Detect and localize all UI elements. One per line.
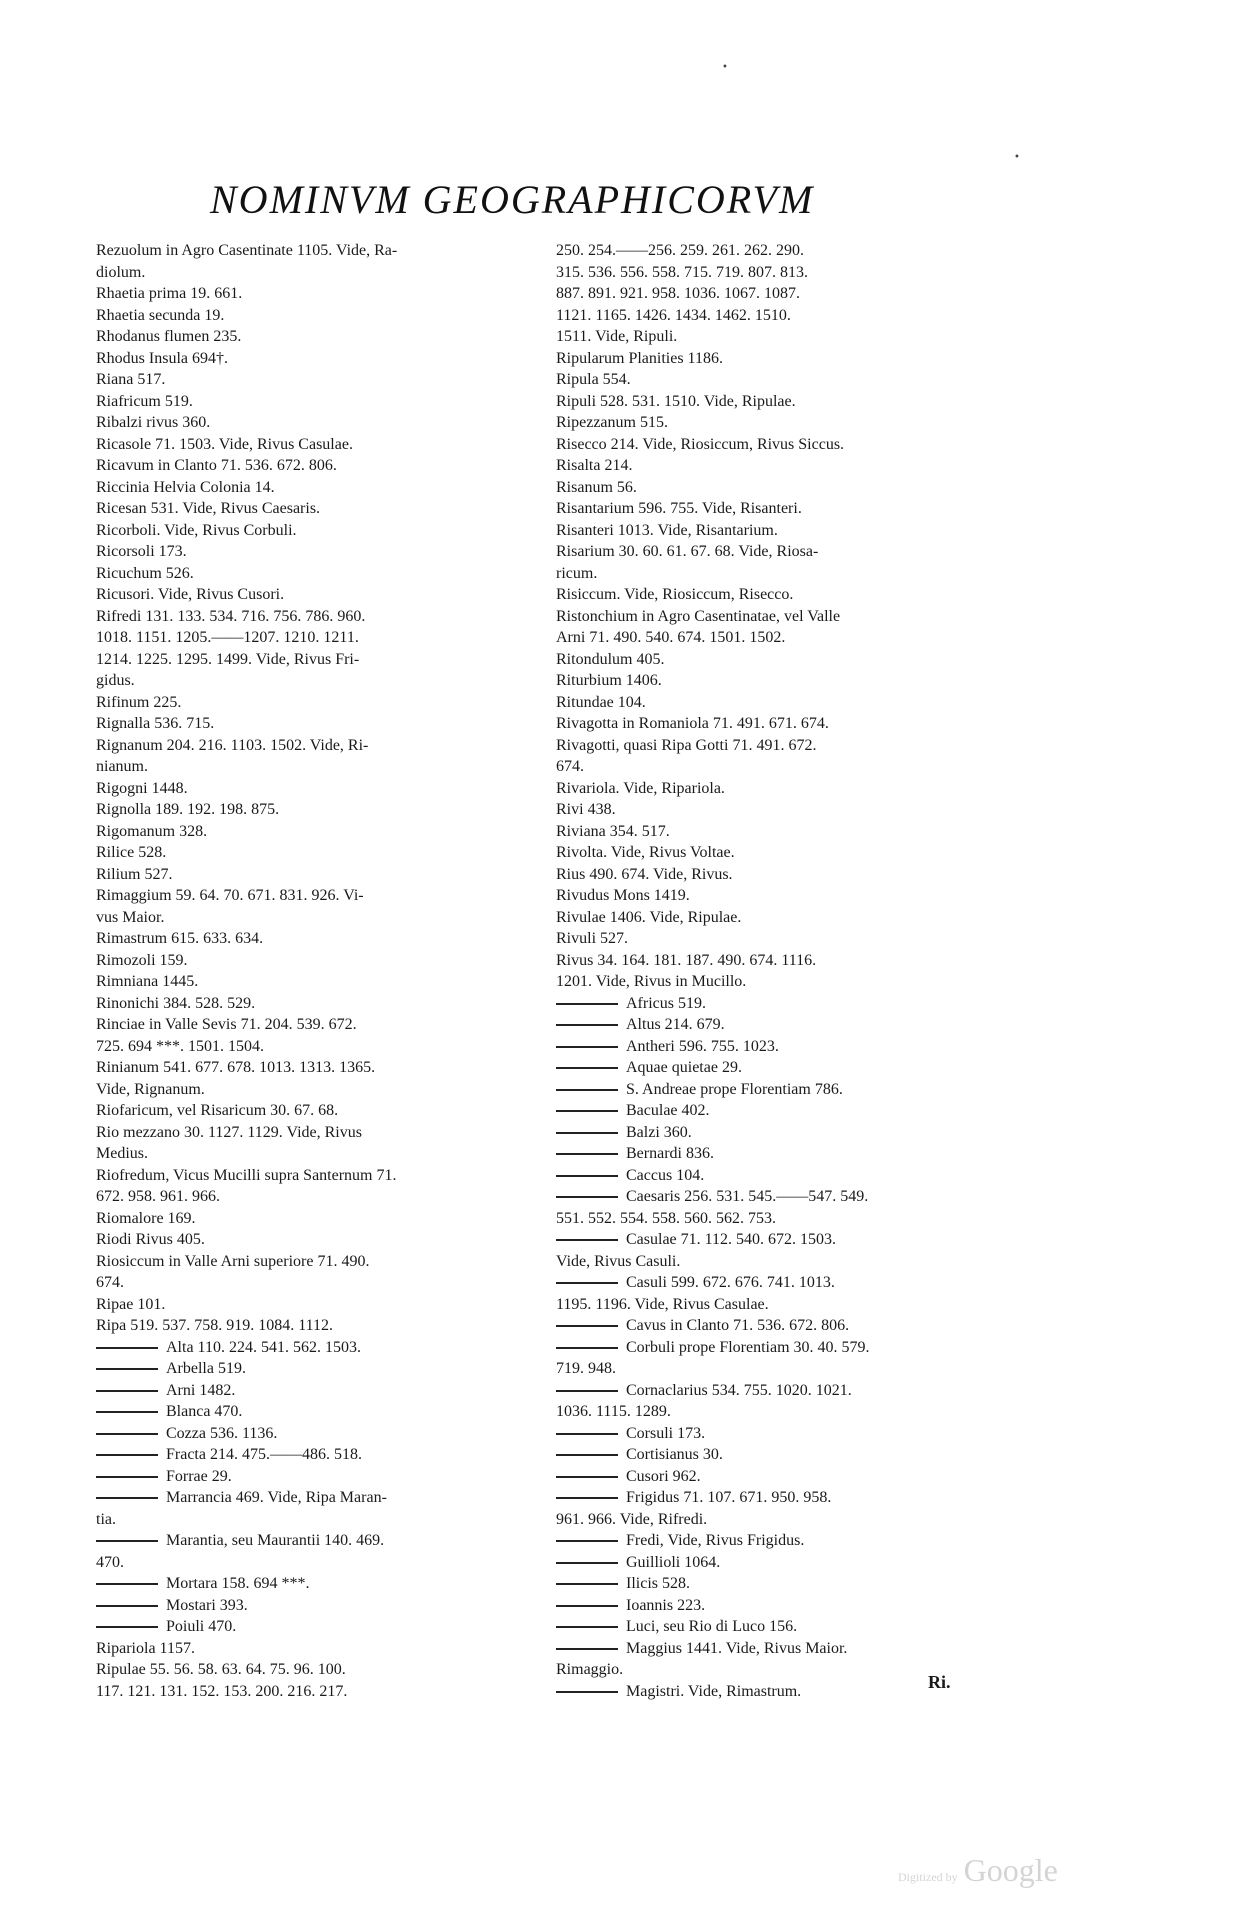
index-entry: 1201. Vide, Rivus in Mucillo. [556,973,747,990]
index-entry: 117. 121. 131. 152. 153. 200. 216. 217. [96,1682,348,1700]
entry-continuation: 470. [96,1553,124,1571]
sub-entry-text: Cornaclarius 534. 755. 1020. 1021. [626,1381,852,1399]
ditto-dash [96,1454,158,1456]
ditto-dash [556,1282,618,1284]
sub-entry [556,1487,1001,1509]
sub-entry-text: Arni 1482. [166,1381,236,1399]
sub-entry-text: Bernardi 836. [626,1145,714,1162]
entry-continuation: 1195. 1196. Vide, Rivus Casulae. [556,1295,769,1313]
index-entry: Risantarium 596. 755. Vide, Risanteri. [556,500,802,517]
index-entry: Rigomanum 328. [96,822,208,840]
ditto-dash [556,1605,618,1607]
ditto-dash [96,1583,158,1585]
sub-entry-text: Caesaris 256. 531. 545.——547. 549. [626,1188,869,1205]
sub-entry-text: Casulae 71. 112. 540. 672. 1503. [626,1231,837,1248]
sub-entry [96,1530,536,1552]
sub-entry-text: S. Andreae prope Florentiam 786. [626,1080,843,1098]
sub-entry [556,1165,1001,1187]
ditto-dash [556,1003,618,1005]
ditto-dash [96,1368,158,1370]
sub-entry-text: Cozza 536. 1136. [166,1424,278,1442]
sub-entry [556,1573,1001,1595]
index-entry: Ricusori. Vide, Rivus Cusori. [96,586,285,603]
sub-entry-text: Fracta 214. 475.——486. 518. [166,1446,362,1463]
index-entry: Rifredi 131. 133. 534. 716. 756. 786. 960. [96,607,366,625]
ditto-dash [96,1476,158,1478]
sub-entry-text: Caccus 104. [626,1166,705,1184]
ditto-dash [96,1605,158,1607]
sub-entry-text: Marantia, seu Maurantii 140. 469. [166,1532,385,1549]
sub-entry-text: Luci, seu Rio di Luco 156. [626,1618,798,1635]
index-entry: Rius 490. 674. Vide, Rivus. [556,865,733,883]
sub-entry [96,1337,536,1359]
sub-entry-text: Cortisianus 30. [626,1446,723,1463]
index-entry: Rimastrum 615. 633. 634. [96,930,264,947]
specks-mark: • [722,62,728,73]
ditto-dash [556,1562,618,1564]
index-entry: Ripula 554. [556,371,631,388]
sub-entry-text: Balzi 360. [626,1123,692,1141]
index-entry: Ripariola 1157. [96,1639,195,1657]
index-entry: Ripularum Planities 1186. [556,349,723,367]
ditto-dash [556,1390,618,1392]
index-entry: Risiccum. Vide, Riosiccum, Risecco. [556,586,794,603]
entry-continuation: 1036. 1115. 1289. [556,1403,671,1420]
index-entry: 674. [96,1274,124,1291]
ditto-dash [556,1089,618,1091]
sub-entry [96,1466,536,1488]
index-entry: Rivolta. Vide, Rivus Voltae. [556,844,735,861]
ditto-dash [556,1325,618,1327]
index-entry: 725. 694 ***. 1501. 1504. [96,1037,264,1055]
index-entry: Ristonchium in Agro Casentinatae, vel Valle [556,607,841,625]
sub-entry [556,1014,1001,1036]
index-entry: Ricavum in Clanto 71. 536. 672. 806. [96,457,337,474]
index-entry: Ricuchum 526. [96,564,194,582]
index-entry: Riviana 354. 517. [556,822,670,840]
index-entry: Risanteri 1013. Vide, Risantarium. [556,521,778,539]
sub-entry-text: Poiuli 470. [166,1618,237,1635]
index-entry: gidus. [96,672,135,689]
sub-entry [96,1423,536,1445]
ditto-dash [96,1626,158,1628]
sub-entry-text: Mortara 158. 694 ***. [166,1575,310,1592]
digitized-watermark [898,1852,1058,1889]
index-entry: nianum. [96,758,148,775]
index-entry: Rhaetia prima 19. 661. [96,285,243,302]
sub-entry [556,1595,1001,1617]
index-entry: Medius. [96,1145,148,1162]
index-entry: Ritundae 104. [556,693,646,711]
sub-entry [556,1229,1001,1251]
ditto-dash [96,1540,158,1542]
sub-entry [556,1380,1001,1402]
index-entry: Rivus 34. 164. 181. 187. 490. 674. 1116. [556,951,817,969]
index-entry: Rezuolum in Agro Casentinate 1105. Vide, Ra- [96,242,398,259]
sub-entry-text: Arbella 519. [166,1360,246,1377]
watermark-prefix: Digitized by [898,1870,958,1884]
index-entry: Rio mezzano 30. 1127. 1129. Vide, Rivus [96,1123,362,1141]
sub-entry-text: Marrancia 469. Vide, Ripa Maran- [166,1489,387,1506]
index-entry: Rivagotti, quasi Ripa Gotti 71. 491. 672. [556,736,817,754]
index-entry: Ripuli 528. 531. 1510. Vide, Ripulae. [556,392,796,410]
index-entry: 672. 958. 961. 966. [96,1188,220,1205]
sub-entry-text: Antheri 596. 755. 1023. [626,1037,779,1055]
ditto-dash [96,1411,158,1413]
sub-entry-text: Casuli 599. 672. 676. 741. 1013. [626,1274,835,1291]
ditto-dash [556,1648,618,1650]
watermark-brand: Google [963,1852,1058,1888]
sub-entry [556,1186,1001,1208]
index-entry: Ritondulum 405. [556,650,665,668]
sub-entry [556,1057,1001,1079]
ditto-dash [556,1239,618,1241]
ditto-dash [556,1540,618,1542]
entry-continuation: 719. 948. [556,1360,616,1377]
sub-entry-text: Corbuli prope Florentiam 30. 40. 579. [626,1338,870,1356]
ditto-dash [556,1024,618,1026]
index-entry: 1121. 1165. 1426. 1434. 1462. 1510. [556,306,791,324]
index-entry: 315. 536. 556. 558. 715. 719. 807. 813. [556,263,808,281]
sub-entry-text: Blanca 470. [166,1403,243,1420]
sub-entry [556,1100,1001,1122]
sub-entry [556,1423,1001,1445]
index-entry: Rilium 527. [96,865,173,883]
index-entry: Ripulae 55. 56. 58. 63. 64. 75. 96. 100. [96,1661,346,1678]
sub-entry [96,1595,536,1617]
entry-continuation: tia. [96,1510,116,1528]
index-entry: Ricesan 531. Vide, Rivus Caesaris. [96,500,321,517]
index-entry: ricum. [556,564,598,582]
entry-continuation: 551. 552. 554. 558. 560. 562. 753. [556,1209,776,1227]
ditto-dash [556,1196,618,1198]
index-entry: Rivagotta in Romaniola 71. 491. 671. 674. [556,715,829,732]
entry-continuation: Rimaggio. [556,1661,624,1678]
left-column [96,240,536,1702]
index-entry: Rinonichi 384. 528. 529. [96,994,256,1012]
ditto-dash [556,1175,618,1177]
sub-entry [556,1638,1001,1660]
index-entry: Rimaggium 59. 64. 70. 671. 831. 926. Vi- [96,887,364,904]
index-entry: Rigogni 1448. [96,779,188,797]
catchword: Ri. [928,1672,951,1692]
index-entry: diolum. [96,263,146,281]
index-entry: Riodi Rivus 405. [96,1231,205,1248]
right-column [556,240,1001,1702]
index-entry: Ripezzanum 515. [556,414,668,431]
index-entry: Rifinum 225. [96,693,182,711]
sub-entry-text: Forrae 29. [166,1467,232,1485]
index-entry: 1018. 1151. 1205.——1207. 1210. 1211. [96,629,359,646]
index-entry: Rimozoli 159. [96,951,188,969]
sub-entry [96,1444,536,1466]
sub-entry [556,1530,1001,1552]
sub-entry [556,1466,1001,1488]
sub-entry-text: Frigidus 71. 107. 671. 950. 958. [626,1489,832,1506]
index-entry: Riomalore 169. [96,1209,196,1227]
sub-entry-text: Mostari 393. [166,1596,248,1614]
sub-entry-text: Africus 519. [626,994,706,1012]
ditto-dash [556,1046,618,1048]
index-entry: 674. [556,758,584,775]
index-entry: Rivuli 527. [556,930,629,947]
ditto-dash [556,1347,618,1349]
index-entry: Rhodus Insula 694†. [96,349,228,367]
sub-entry-text: Corsuli 173. [626,1424,706,1442]
index-entry: Rhodanus flumen 235. [96,328,242,345]
sub-entry-text: Aquae quietae 29. [626,1059,742,1076]
index-entry: Riafricum 519. [96,392,193,410]
ditto-dash [556,1110,618,1112]
index-entry: Ricorsoli 173. [96,543,187,560]
sub-entry [96,1401,536,1423]
ditto-dash [556,1454,618,1456]
index-entry: Riturbium 1406. [556,672,662,689]
sub-entry-text: Altus 214. 679. [626,1016,725,1033]
index-entry: Riofredum, Vicus Mucilli supra Santernum 71. [96,1166,397,1184]
sub-entry [556,1272,1001,1294]
index-entry: Ribalzi rivus 360. [96,414,211,431]
sub-entry [556,1079,1001,1101]
index-entry: Riofaricum, vel Risaricum 30. 67. 68. [96,1102,339,1119]
page-title: NOMINVM GEOGRAPHICORVM [210,177,815,222]
sub-entry-text: Cavus in Clanto 71. 536. 672. 806. [626,1317,850,1334]
index-entry: Rilice 528. [96,844,167,861]
sub-entry [556,1315,1001,1337]
sub-entry-text: Magistri. Vide, Rimastrum. [626,1682,802,1700]
index-entry: Rignanum 204. 216. 1103. 1502. Vide, Ri- [96,736,369,754]
index-entry: Riccinia Helvia Colonia 14. [96,478,275,496]
sub-entry-text: Ioannis 223. [626,1596,706,1614]
ditto-dash [556,1476,618,1478]
sub-entry [556,1143,1001,1165]
sub-entry [96,1487,536,1509]
sub-entry-text: Fredi, Vide, Rivus Frigidus. [626,1532,805,1549]
index-entry: Vide, Rignanum. [96,1080,205,1098]
sub-entry [96,1380,536,1402]
sub-entry [556,1444,1001,1466]
index-entry: Risecco 214. Vide, Riosiccum, Rivus Siccus. [556,435,845,453]
sub-entry-text: Baculae 402. [626,1102,710,1119]
ditto-dash [556,1067,618,1069]
sub-entry [96,1358,536,1380]
index-entry: Rivi 438. [556,801,616,818]
ditto-dash [556,1433,618,1435]
sub-entry [556,1616,1001,1638]
index-entry: Rhaetia secunda 19. [96,306,225,324]
index-entry: Rimniana 1445. [96,973,199,990]
index-entry: Rivudus Mons 1419. [556,887,690,904]
index-entry: Risanum 56. [556,478,637,496]
ditto-dash [96,1497,158,1499]
sub-entry-text: Guillioli 1064. [626,1553,721,1571]
index-entry: Rignalla 536. 715. [96,715,215,732]
index-entry: Rivariola. Vide, Ripariola. [556,779,725,797]
index-entry: Ripa 519. 537. 758. 919. 1084. 1112. [96,1317,334,1334]
ditto-dash [556,1626,618,1628]
index-entry: 887. 891. 921. 958. 1036. 1067. 1087. [556,285,800,302]
index-entry: Riana 517. [96,371,166,388]
sub-entry-text: Maggius 1441. Vide, Rivus Maior. [626,1639,848,1657]
ditto-dash [96,1347,158,1349]
index-entry: Ricorboli. Vide, Rivus Corbuli. [96,521,297,539]
sub-entry [96,1573,536,1595]
ditto-dash [556,1691,618,1693]
ditto-dash [556,1132,618,1134]
index-entry: Ricasole 71. 1503. Vide, Rivus Casulae. [96,435,353,453]
index-entry: Arni 71. 490. 540. 674. 1501. 1502. [556,629,786,646]
index-entry: Rinianum 541. 677. 678. 1013. 1313. 1365. [96,1059,376,1076]
sub-entry [556,1036,1001,1058]
ditto-dash [556,1583,618,1585]
index-entry: 1214. 1225. 1295. 1499. Vide, Rivus Fri- [96,650,360,668]
index-entry: Ripae 101. [96,1295,166,1313]
ditto-dash [96,1390,158,1392]
sub-entry-text: Cusori 962. [626,1467,701,1485]
sub-entry [556,1337,1001,1359]
sub-entry [556,1552,1001,1574]
index-entry: Rivulae 1406. Vide, Ripulae. [556,908,742,926]
index-entry: 250. 254.——256. 259. 261. 262. 290. [556,242,804,259]
sub-entry [556,993,1001,1015]
sub-entry [96,1616,536,1638]
index-entry: Riosiccum in Valle Arni superiore 71. 490. [96,1252,370,1270]
ditto-dash [556,1497,618,1499]
sub-entry-text: Alta 110. 224. 541. 562. 1503. [166,1338,361,1356]
index-entry: vus Maior. [96,908,165,926]
sub-entry [556,1122,1001,1144]
index-entry: Rignolla 189. 192. 198. 875. [96,801,280,818]
index-entry: Risalta 214. [556,457,633,474]
entry-continuation: Vide, Rivus Casuli. [556,1252,681,1270]
ditto-dash [556,1153,618,1155]
index-entry: 1511. Vide, Ripuli. [556,328,678,345]
index-entry: Rinciae in Valle Sevis 71. 204. 539. 672. [96,1016,357,1033]
specks-mark: • [1014,152,1020,163]
index-entry: Risarium 30. 60. 61. 67. 68. Vide, Riosa- [556,543,819,560]
sub-entry-text: Ilicis 528. [626,1575,690,1592]
ditto-dash [96,1433,158,1435]
entry-continuation: 961. 966. Vide, Rifredi. [556,1510,708,1528]
